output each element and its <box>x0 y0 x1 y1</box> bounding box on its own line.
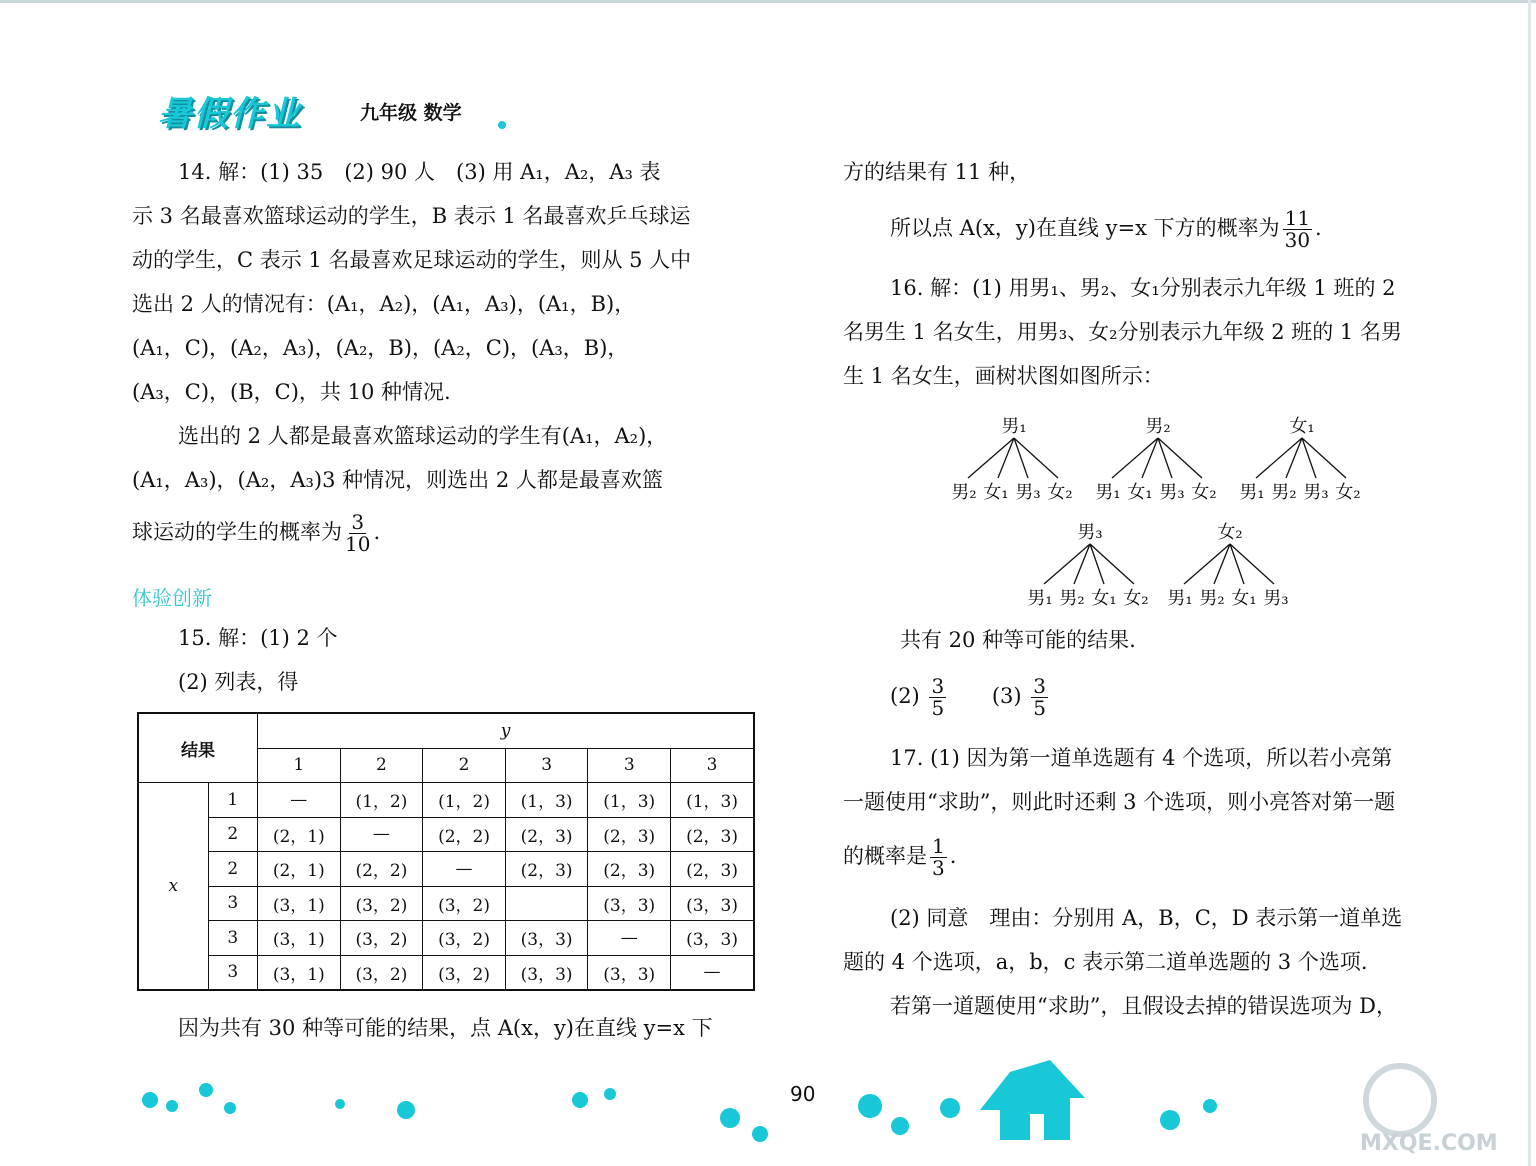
p17c-text: 的概率是 <box>843 844 927 868</box>
p16-line-3: 生 1 名女生，画树状图如图所示： <box>843 364 1164 388</box>
p14c-text: 球运动的学生的概率为 <box>132 520 342 544</box>
tree-leaf: 男₃ <box>1159 482 1185 503</box>
table-y-value: 3 <box>505 748 588 783</box>
r-line-1: 方的结果有 11 种， <box>843 160 1031 184</box>
table-x-value: 3 <box>208 955 257 990</box>
table-cell: (2，3) <box>505 852 588 887</box>
tree-root: 女₁ <box>1289 416 1315 437</box>
table-cell: (1，3) <box>671 783 754 818</box>
table-cell: (3，2) <box>423 955 506 990</box>
brand-title: 暑假作业 <box>158 94 302 134</box>
table-cell: (3，3) <box>671 921 754 956</box>
p17c <box>843 834 956 879</box>
tree-branches <box>968 438 1346 584</box>
house-icon <box>980 1060 1085 1140</box>
table-cell: (3，2) <box>340 921 423 956</box>
table-cell: (3，2) <box>340 955 423 990</box>
p14c <box>132 510 380 555</box>
table-cell: (2，2) <box>423 817 506 852</box>
top-border <box>0 0 1536 3</box>
p17e: 若第一道题使用“求助”，且假设去掉的错误选项为 D， <box>890 994 1397 1018</box>
r-line-4 <box>890 674 1051 719</box>
table-cell: (3，1) <box>258 955 341 990</box>
page-number: 90 <box>790 1082 816 1106</box>
table-cell: (2，2) <box>340 852 423 887</box>
watermark-text: MXQE.COM <box>1360 1131 1498 1156</box>
tree-leaf: 男₃ <box>1015 482 1041 503</box>
frac-num: 3 <box>1033 674 1047 698</box>
fraction <box>1031 676 1048 719</box>
tree-leaf: 男₁ <box>1239 482 1265 503</box>
right-border <box>1528 0 1531 1166</box>
table-cell: — <box>423 852 506 887</box>
r4-b-label: (3) <box>991 684 1022 708</box>
table-row <box>138 817 754 852</box>
table-cell: (2，3) <box>505 817 588 852</box>
table-corner: 结果 <box>138 713 258 783</box>
fraction <box>930 836 947 879</box>
p14-line-3: 动的学生，C 表示 1 名最喜欢足球运动的学生，则从 5 人中 <box>132 248 692 272</box>
header-subtitle: 九年级 数学 <box>360 102 462 124</box>
table-cell: (1，2) <box>340 783 423 818</box>
table-y-value: 2 <box>340 748 423 783</box>
table-x-value: 2 <box>208 817 257 852</box>
table-cell: (3，3) <box>505 955 588 990</box>
table-cell: (3，2) <box>423 886 506 921</box>
table-cell: (3，3) <box>588 886 671 921</box>
r2-text: 所以点 A(x，y)在直线 y=x 下方的概率为 <box>890 216 1280 240</box>
frac-num: 3 <box>931 674 945 698</box>
tree-leaf: 男₂ <box>951 482 977 503</box>
tree-leaf: 女₂ <box>1123 588 1149 609</box>
table-x-label: x <box>138 783 208 991</box>
p14-line-2: 示 3 名最喜欢篮球运动的学生，B 表示 1 名最喜欢乒乓球运 <box>132 204 691 228</box>
p15-line-1: 15. 解：(1) 2 个 <box>178 626 338 650</box>
p14c-end: . <box>373 520 381 544</box>
fraction <box>929 676 946 719</box>
tree-leaf: 女₂ <box>1191 482 1217 503</box>
table-row <box>138 955 754 990</box>
table-cell: — <box>258 783 341 818</box>
p14b-line-1: 选出的 2 人都是最喜欢篮球运动的学生有(A₁，A₂)， <box>178 424 668 448</box>
table-y-value: 2 <box>423 748 506 783</box>
table-cell: (2，3) <box>671 817 754 852</box>
table-row <box>138 886 754 921</box>
p14-line-6: (A₃，C)，(B，C)，共 10 种情况. <box>132 380 451 404</box>
table-y-value: 3 <box>588 748 671 783</box>
watermark <box>1360 1066 1498 1156</box>
table-x-value: 2 <box>208 852 257 887</box>
tree-leaf: 男₁ <box>1095 482 1121 503</box>
p15-line-2: (2) 列表，得 <box>178 670 299 694</box>
fraction <box>345 512 370 555</box>
tree-leaf: 男₂ <box>1059 588 1085 609</box>
p16-line-2: 名男生 1 名女生，用男₃、女₂分别表示九年级 2 班的 1 名男 <box>843 320 1402 344</box>
table-cell: (3，1) <box>258 886 341 921</box>
table-y-value: 3 <box>671 748 754 783</box>
table-row <box>138 783 754 818</box>
table-y-value: 1 <box>258 748 341 783</box>
table-cell: (2，1) <box>258 817 341 852</box>
table-cell: (3，3) <box>671 886 754 921</box>
table-x-value: 3 <box>208 886 257 921</box>
table-y-label: y <box>258 713 755 748</box>
result-table <box>137 712 755 991</box>
p17c-end: . <box>949 844 957 868</box>
tree-leaf: 男₂ <box>1271 482 1297 503</box>
frac-den: 5 <box>1033 696 1047 720</box>
table-cell: (2，3) <box>588 852 671 887</box>
tree-leaf: 女₁ <box>1231 588 1257 609</box>
frac-den: 30 <box>1284 228 1311 252</box>
tree-root: 女₂ <box>1217 522 1243 543</box>
p14-line-5: (A₁，C)，(A₂，A₃)，(A₂，B)，(A₂，C)，(A₃，B)， <box>132 336 629 360</box>
fraction <box>1283 208 1312 251</box>
table-cell: (2，3) <box>671 852 754 887</box>
tree-leaf: 男₃ <box>1303 482 1329 503</box>
table-cell: — <box>588 921 671 956</box>
table-cell: (3，3) <box>505 921 588 956</box>
tree-leaf: 女₁ <box>1091 588 1117 609</box>
tree-leaf: 女₁ <box>983 482 1009 503</box>
frac-num: 11 <box>1284 206 1311 230</box>
table-x-value: 3 <box>208 921 257 956</box>
frac-den: 5 <box>931 696 945 720</box>
table-cell <box>505 886 588 921</box>
p17d-line-1: (2) 同意 理由：分别用 A，B，C，D 表示第一道单选 <box>890 906 1403 930</box>
tree-leaf: 女₁ <box>1127 482 1153 503</box>
table-cell: (3，2) <box>423 921 506 956</box>
tree-root: 男₁ <box>1001 416 1027 437</box>
tree-leaf: 男₃ <box>1263 588 1289 609</box>
header-dot <box>498 121 506 129</box>
p14-line-1: 14. 解：(1) 35 (2) 90 人 (3) 用 A₁，A₂，A₃ 表 <box>178 160 661 184</box>
footer-decoration <box>110 1050 1530 1160</box>
tree-leaf: 男₁ <box>1167 588 1193 609</box>
p17-line-2: 一题使用“求助”，则此时还剩 3 个选项，则小亮答对第一题 <box>843 790 1396 814</box>
table-row <box>138 852 754 887</box>
tree-leaf: 男₂ <box>1199 588 1225 609</box>
table-cell: (3，2) <box>340 886 423 921</box>
p14-line-4: 选出 2 人的情况有：(A₁，A₂)，(A₁，A₃)，(A₁，B)， <box>132 292 636 316</box>
frac-num: 3 <box>351 510 365 534</box>
r-line-3: 共有 20 种等可能的结果. <box>900 628 1136 652</box>
table-row <box>138 921 754 956</box>
section-heading: 体验创新 <box>132 586 212 610</box>
table-cell: (2，3) <box>588 817 671 852</box>
r2-end: . <box>1315 216 1322 240</box>
table-cell: — <box>340 817 423 852</box>
tree-leaf: 男₁ <box>1027 588 1053 609</box>
table-cell: — <box>671 955 754 990</box>
p17-line-1: 17. (1) 因为第一道单选题有 4 个选项，所以若小亮第 <box>890 746 1393 770</box>
tree-leaf: 女₂ <box>1335 482 1361 503</box>
p16-line-1: 16. 解：(1) 用男₁、男₂、女₁分别表示九年级 1 班的 2 <box>890 276 1396 300</box>
frac-den: 3 <box>932 856 945 880</box>
tree-diagram <box>940 410 1400 620</box>
tree-root: 男₃ <box>1077 522 1103 543</box>
frac-den: 10 <box>345 532 371 556</box>
table-cell: (1，3) <box>505 783 588 818</box>
p15-line-3: 因为共有 30 种等可能的结果，点 A(x，y)在直线 y=x 下 <box>178 1016 713 1040</box>
table-cell: (1，3) <box>588 783 671 818</box>
table-cell: (2，1) <box>258 852 341 887</box>
tree-root: 男₂ <box>1145 416 1171 437</box>
p17d-line-2: 题的 4 个选项，a，b，c 表示第二道单选题的 3 个选项. <box>843 950 1368 974</box>
table-cell: (1，2) <box>423 783 506 818</box>
p14b-line-2: (A₁，A₃)，(A₂，A₃)3 种情况，则选出 2 人都是最喜欢篮 <box>132 468 663 492</box>
frac-num: 1 <box>932 834 945 858</box>
table-x-value: 1 <box>208 783 257 818</box>
r-line-2 <box>890 206 1322 251</box>
table-cell: (3，3) <box>588 955 671 990</box>
tree-leaf: 女₂ <box>1047 482 1073 503</box>
table-cell: (3，1) <box>258 921 341 956</box>
r4-a-label: (2) <box>890 684 920 708</box>
